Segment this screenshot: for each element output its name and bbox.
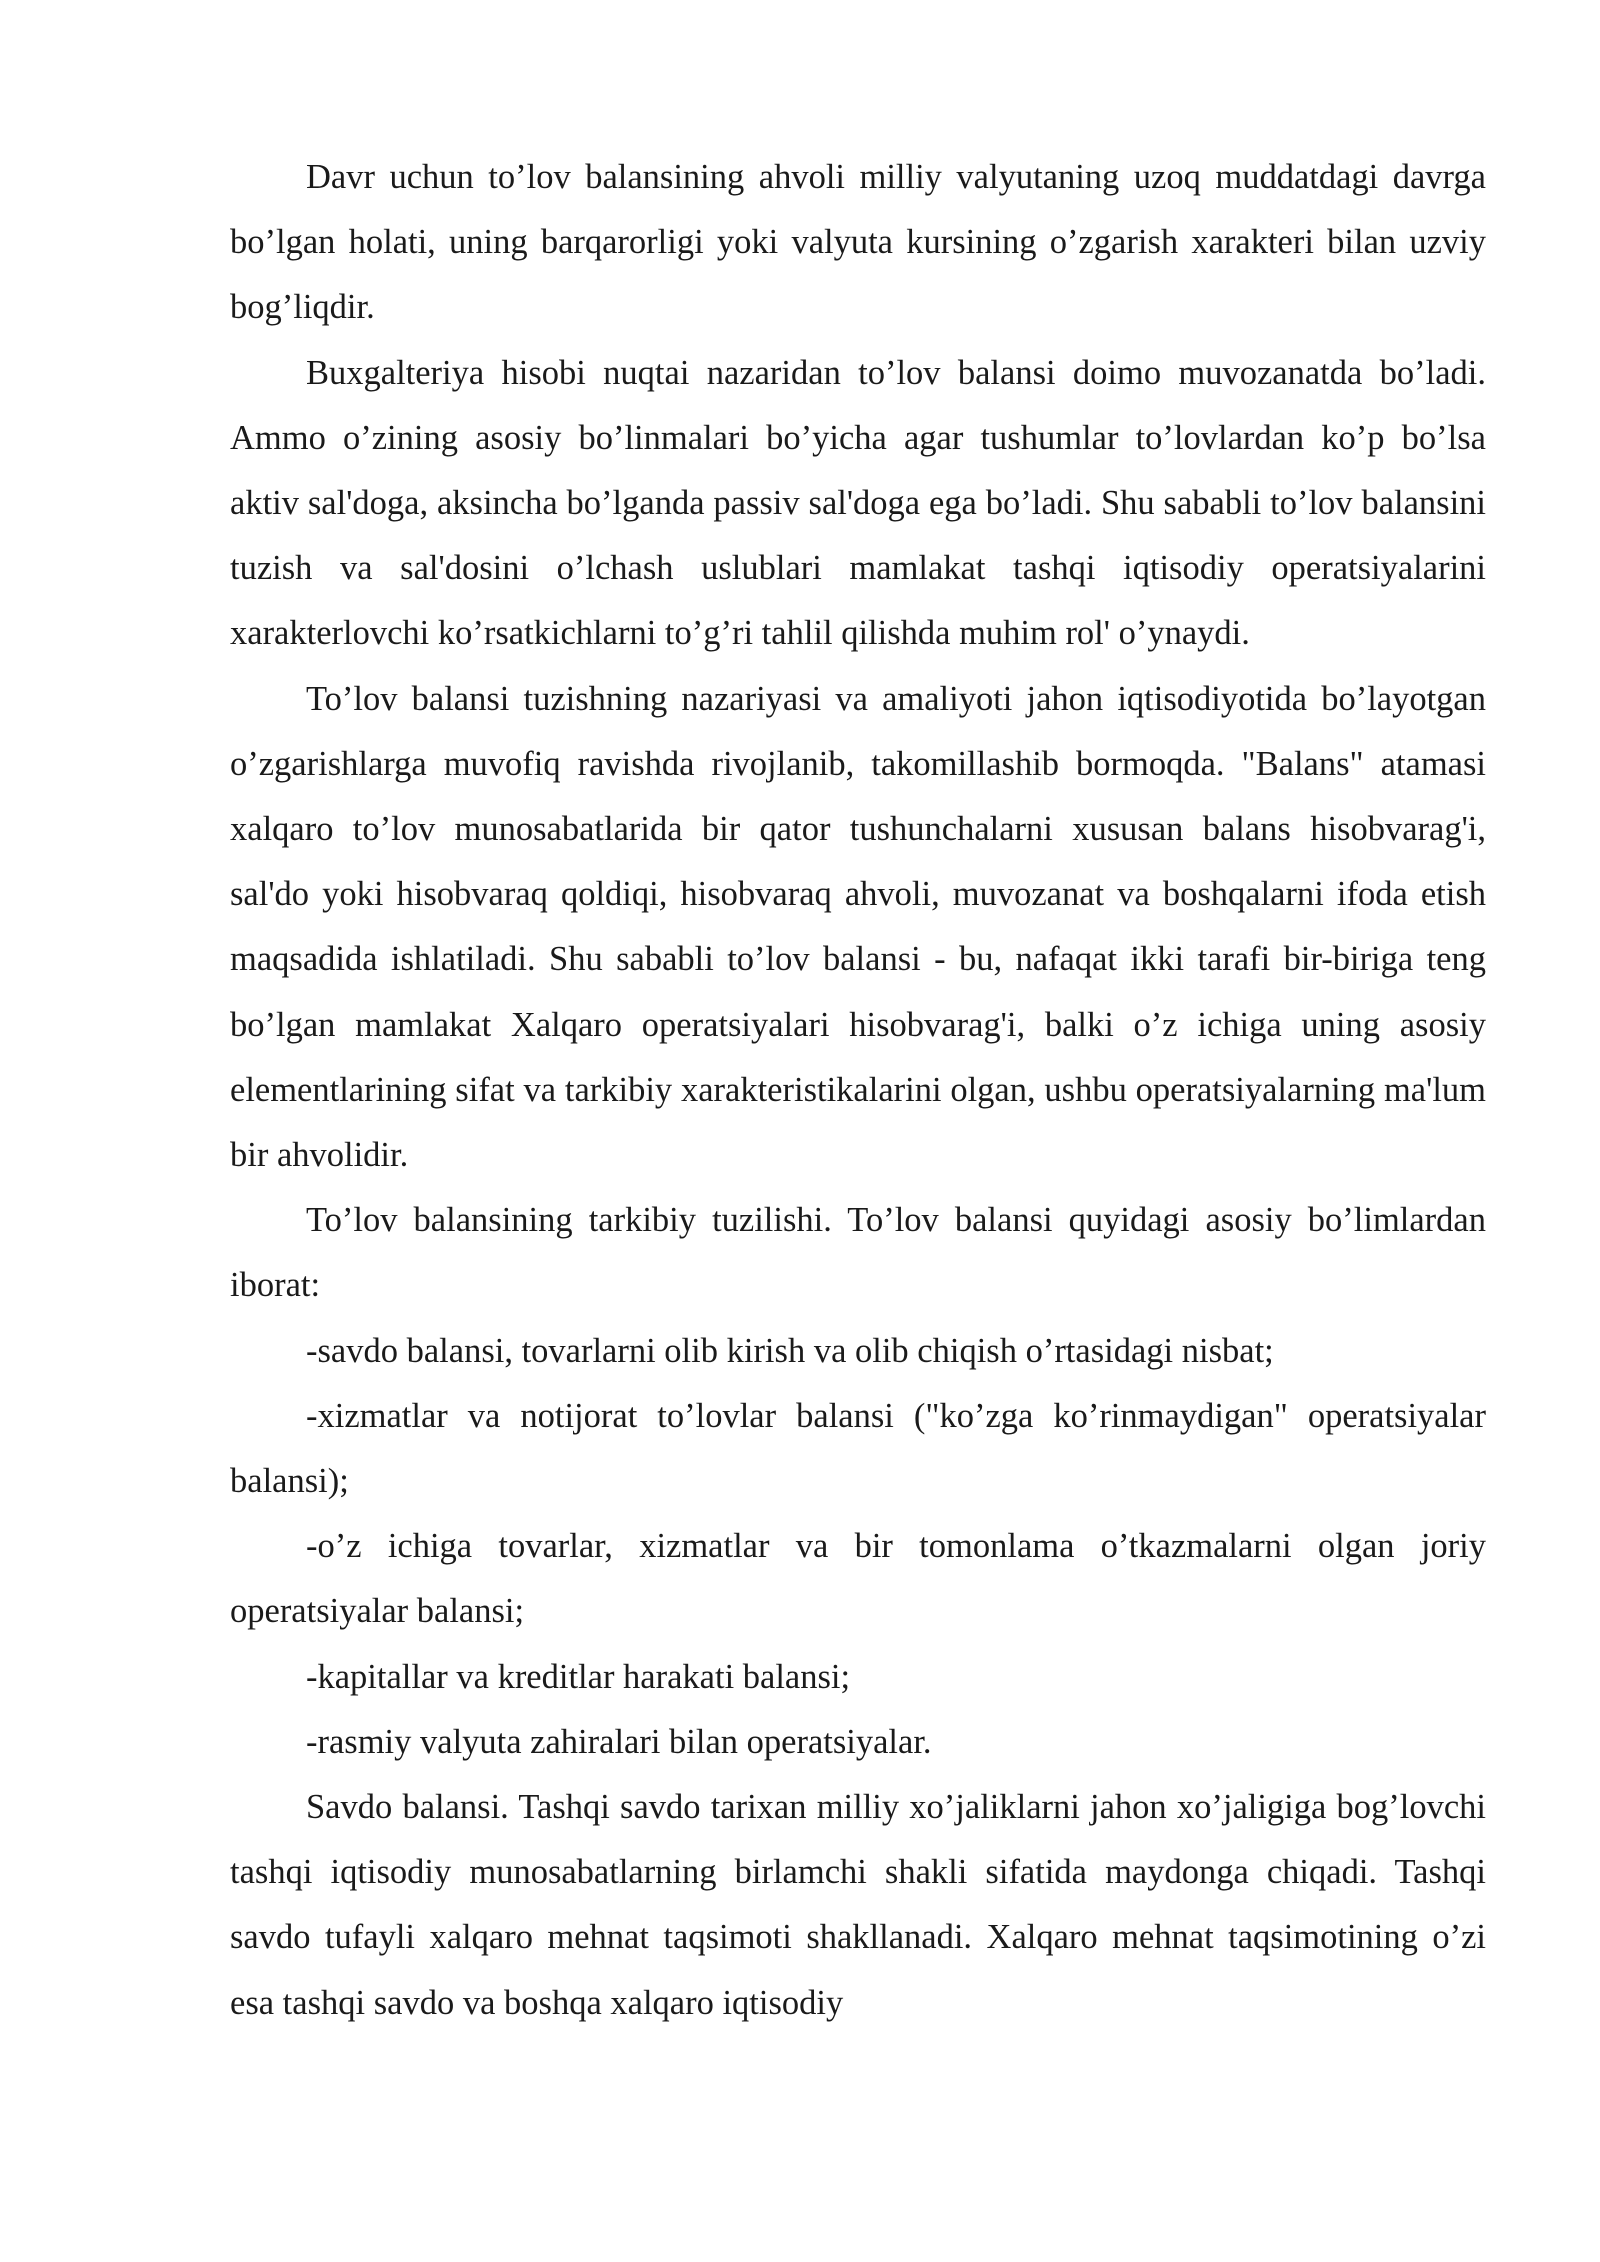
list-item-trade-balance: -savdo balansi, tovarlarni olib kirish va olib chiqish o’rtasidagi nisbat; [306,1331,1274,1370]
list-item-services-balance: -xizmatlar va notijorat to’lovlar balansi ("ko’zga ko’rinmaydigan" operatsiyalar balansi); [230,1396,1486,1501]
list-item-capital-credit: -kapitallar va kreditlar harakati balansi; [306,1657,851,1696]
document-body [230,145,1486,2036]
list-item-current-operations: -o’z ichiga tovarlar, xizmatlar va bir tomonlama o’tkazmalarni olgan joriy operatsiyalar balansi; [230,1527,1486,1631]
paragraph-balance-theory: To’lov balansi tuzishning nazariyasi va amaliyoti jahon iqtisodiyotida bo’layotgan o’zgarishlarga muvofiq ravishda rivojlanib, takomillashib bormoqda. "Balans" atamasi xalqaro to’lov munosabatlarida bir qator tushunchalarni xususan balans hisobvarag'i, sal'do yoki hisobvaraq qoldiqi, hisobvaraq ahvoli, muvozanat va boshqalarni ifoda etish maqsadida ishlatiladi. Shu sababli to’lov balansi - bu, nafaqat ikki tarafi bir-biriga teng bo’lgan mamlakat Xalqaro operatsiyalari hisobvarag'i, balki o’z ichiga uning asosiy elementlarining sifat va tarkibiy xarakteristikalarini olgan, ushbu operatsiyalarning ma'lum bir ahvolidir. [230,679,1486,1175]
list-item-reserves: -rasmiy valyuta zahiralari bilan operatsiyalar. [306,1722,932,1761]
paragraph-trade-balance: Savdo balansi. Tashqi savdo tarixan milliy xo’jaliklarni jahon xo’jaligiga bog’lovchi tashqi iqtisodiy munosabatlarning birlamchi shakli sifatida maydonga chiqadi. Tashqi savdo tufayli xalqaro mehnat taqsimoti shakllanadi. Xalqaro mehnat taqsimotining o’zi esa tashqi savdo va boshqa xalqaro iqtisodiy [230,1788,1486,2022]
paragraph-accounting-view: Buxgalteriya hisobi nuqtai nazaridan to’lov balansi doimo muvozanatda bo’ladi. Ammo o’zining asosiy bo’linmalari bo’yicha agar tushumlar to’lovlardan ko’p bo’lsa aktiv sal'doga, aksincha bo’lganda passiv sal'doga ega bo’ladi. Shu sababli to’lov balansini tuzish va sal'dosini o’lchash uslublari mamlakat tashqi iqtisodiy operatsiyalarini xarakterlovchi ko’rsatkichlarni to’g’ri tahlil qilishda muhim rol' o’ynaydi. [230,353,1486,653]
paragraph-structure-intro: To’lov balansining tarkibiy tuzilishi. To’lov balansi quyidagi asosiy bo’limlardan iborat: [230,1201,1486,1305]
paragraph-payment-balance-state: Davr uchun to’lov balansining ahvoli milliy valyutaning uzoq muddatdagi davrga bo’lgan holati, uning barqarorligi yoki valyuta kursining o’zgarish xarakteri bilan uzviy bog’liqdir. [230,158,1486,327]
